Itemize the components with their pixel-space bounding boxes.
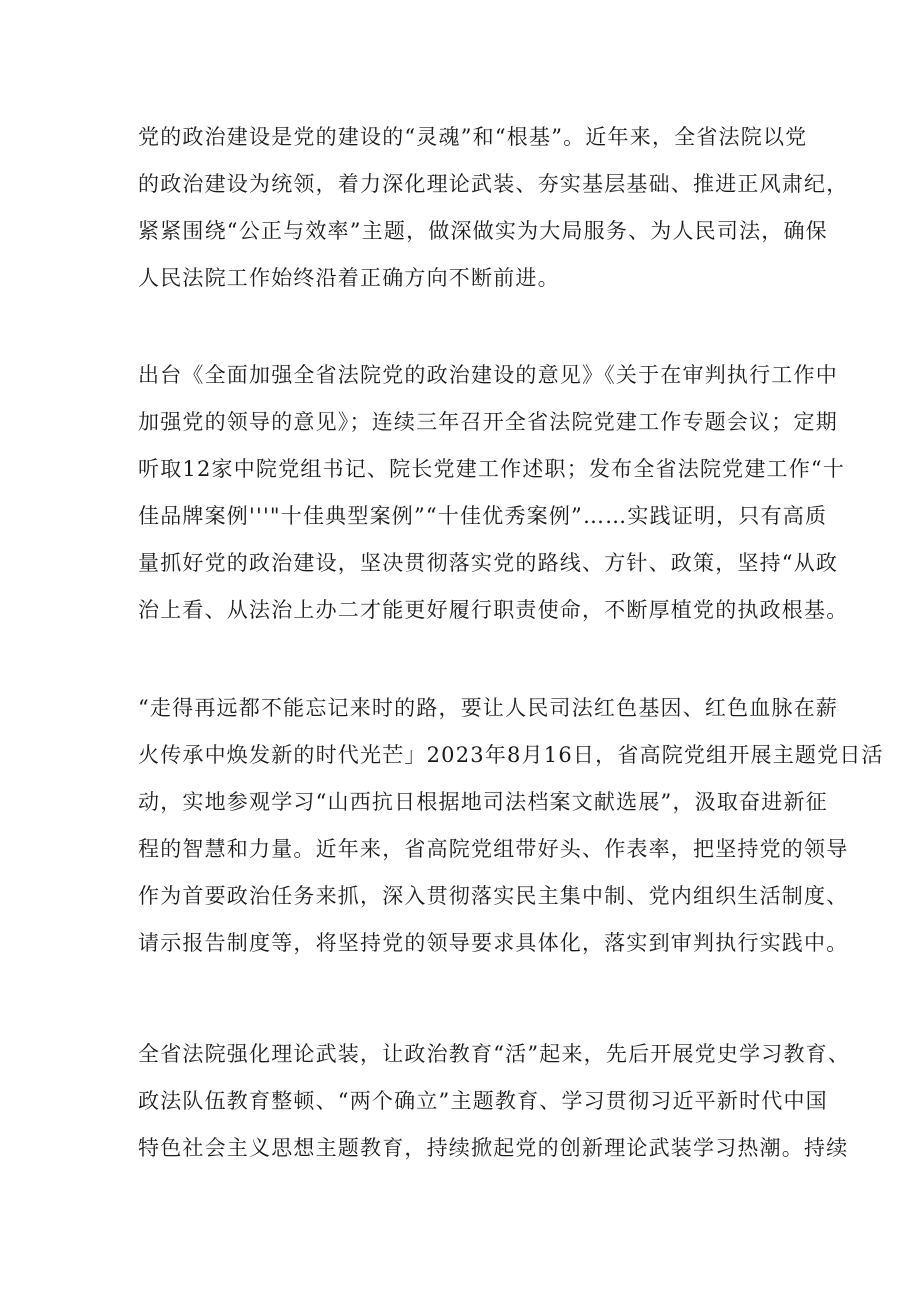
text-line: 紧紧围绕“公正与效率”主题，做深做实为大局服务、为人民司法，确保 [138, 219, 828, 243]
text-line: 治上看、从法治上办二才能更好履行职责使命，不断厚植党的执政根基。 [138, 598, 849, 622]
text-line: 全省法院强化理论武装，让政治教育“活”起来，先后开展党史学习教育、 [138, 1042, 851, 1066]
text-line: 的政治建设为统领，着力深化理论武装、夯实基层基础、推进正风肃纪， [138, 172, 849, 196]
text-line: 火传承中焕发新的时代光芒」2023年8月16日，省高院党组开展主题党日活 [138, 743, 884, 767]
text-line: 加强党的领导的意见》；连续三年召开全省法院党建工作专题会议；定期 [138, 410, 838, 434]
text-line: 佳品牌案例'''"十佳典型案例”“十佳优秀案例”……实践证明，只有高质 [138, 504, 828, 528]
text-line: 听取12家中院党组书记、院长党建工作述职；发布全省法院党建工作“十 [138, 457, 846, 481]
text-line: 出台《全面加强全省法院党的政治建设的意见》《关于在审判执行工作中 [138, 363, 838, 387]
paragraph-political-building [138, 114, 849, 302]
paragraph-party-day-activity [138, 685, 884, 967]
text-line: 党的政治建设是党的建设的“灵魂”和“根基”。近年来，全省法院以党 [138, 125, 808, 149]
text-line: 作为首要政治任务来抓，深入贯彻落实民主集中制、党内组织生活制度、 [138, 884, 849, 908]
text-line: 人民法院工作始终沿着正确方向不断前进。 [138, 266, 560, 290]
text-line: 动，实地参观学习“山西抗日根据地司法档案文献选展”，汲取奋进新征 [138, 790, 828, 814]
paragraph-theoretical-study [138, 1031, 851, 1172]
text-line: 特色社会主义思想主题教育，持续掀起党的创新理论武装学习热潮。持续 [138, 1136, 849, 1160]
text-line: 请示报告制度等，将坚持党的领导要求具体化，落实到审判执行实践中。 [138, 931, 849, 955]
paragraph-opinions-issued [138, 352, 849, 634]
text-line: 政法队伍教育整顿、“两个确立”主题教育、学习贯彻习近平新时代中国 [138, 1089, 828, 1113]
text-line: “走得再远都不能忘记来时的路，要让人民司法红色基因、红色血脉在薪 [138, 696, 839, 720]
text-line: 量抓好党的政治建设，坚决贯彻落实党的路线、方针、政策，坚持“从政 [138, 551, 839, 575]
text-line: 程的智慧和力量。近年来，省高院党组带好头、作表率，把坚持党的领导 [138, 837, 849, 861]
